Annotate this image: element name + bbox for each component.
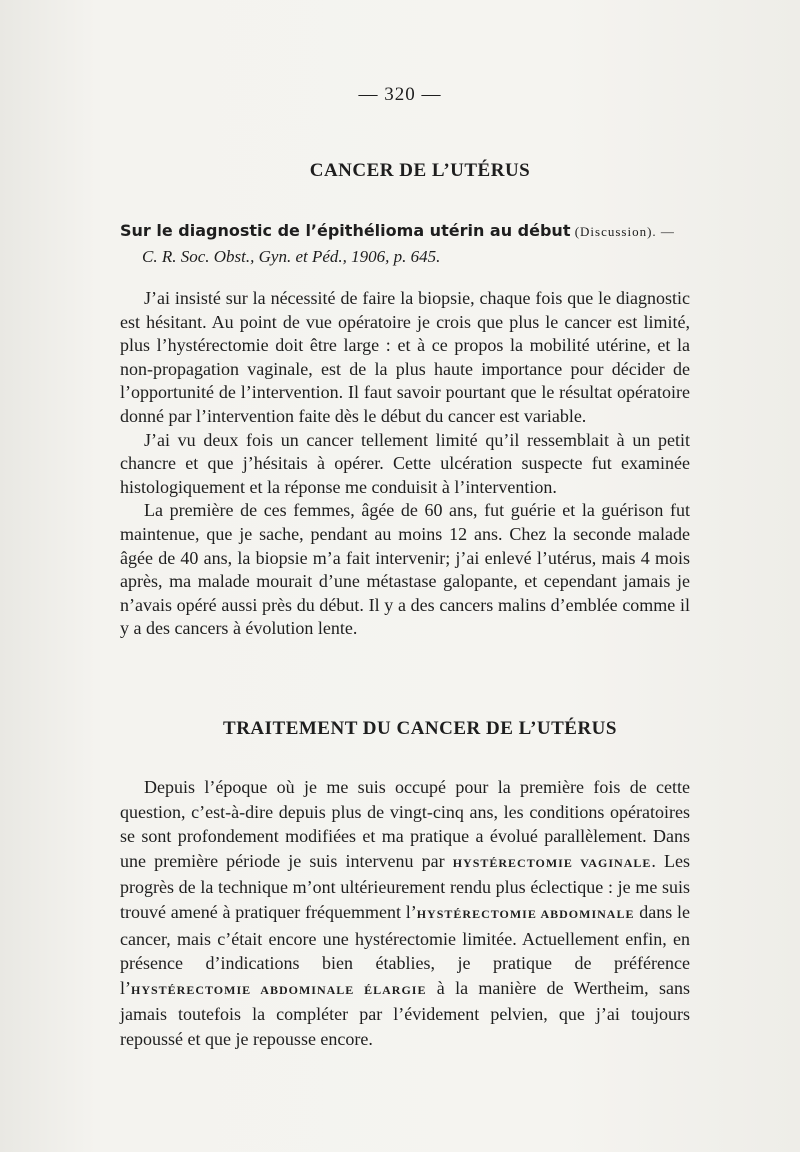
section-2-body (120, 775, 690, 1052)
section-1-body (120, 287, 690, 641)
citation (120, 218, 690, 269)
text-run: Depuis l’époque où je me suis occupé pour la première fois de cette question, c’est-à-dire depuis plus de vingt-cinq ans, les conditions opératoires se sont profondement modifiées et ma pratique a évolué parallèlement. Dans une première période je suis intervenu par (120, 777, 690, 871)
page-number: — 320 — (358, 84, 442, 105)
procedure-term: HYSTÉRECTOMIE ABDOMINALE (416, 906, 635, 921)
section-heading-traitement: TRAITEMENT DU CANCER DE L’UTÉRUS (223, 718, 617, 739)
text-run: à la manière de Wertheim, sans jamais toutefois la compléter par l’évidement pelvien, que j’ai toujours repoussé et que je repousse encore. (120, 977, 690, 1049)
text-run: dans le cancer, mais c’était encore une hystérectomie limitée. Actuellement enfin, en présence d’indications bien établies, je pratique de préférence l’ (120, 901, 691, 998)
section-heading-cancer: CANCER DE L’UTÉRUS (309, 160, 531, 181)
paragraph: La première de ces femmes, âgée de 60 ans, fut guérie et la guérison fut maintenue, que je sache, pendant au moins 12 ans. Chez la seconde malade âgée de 40 ans, la biopsie m’a fait intervenir; j’ai enlevé l’utérus, mais 4 mois après, ma malade mourait d’une métastase galopante, et cependant jamais je n’avais opéré aussi près du début. Il y a des cancers malins d’emblée comme il y a des cancers à évolution lente. (120, 500, 690, 639)
procedure-term: HYSTÉRECTOMIE ABDOMINALE ÉLARGIE (131, 982, 427, 997)
citation-discussion: (Discussion). — (574, 224, 675, 239)
text-run: . Les progrès de la technique m’ont ultérieurement rendu plus éclectique : je me suis trouvé amené à pratiquer fréquemment l’ (120, 850, 690, 922)
paragraph: J’ai vu deux fois un cancer tellement limité qu’il ressemblait à un petit chancre et que j’hésitais à opérer. Cette ulcération suspecte fut examinée histologiquement et la réponse me conduisit à l’intervention. (120, 429, 690, 497)
paragraph (120, 775, 690, 1052)
citation-source: C. R. Soc. Obst., Gyn. et Péd., 1906, p. 645. (142, 247, 441, 266)
procedure-term: HYSTÉRECTOMIE VAGINALE (452, 855, 652, 870)
paragraph: J’ai insisté sur la nécessité de faire la biopsie, chaque fois que le diagnostic est hésitant. Au point de vue opératoire je crois que plus le cancer est limité, plus l’hystérectomie doit être large : et à ce propos la mobilité utérine, et la non-propagation vaginale, est de la plus haute importance pour décider de l’opportunité de l’intervention. Il faut savoir pourtant que le résultat opératoire donné par l’intervention faite dès le début du cancer est variable. (120, 288, 690, 426)
citation-title: Sur le diagnostic de l’épithélioma utérin au début (120, 221, 571, 240)
